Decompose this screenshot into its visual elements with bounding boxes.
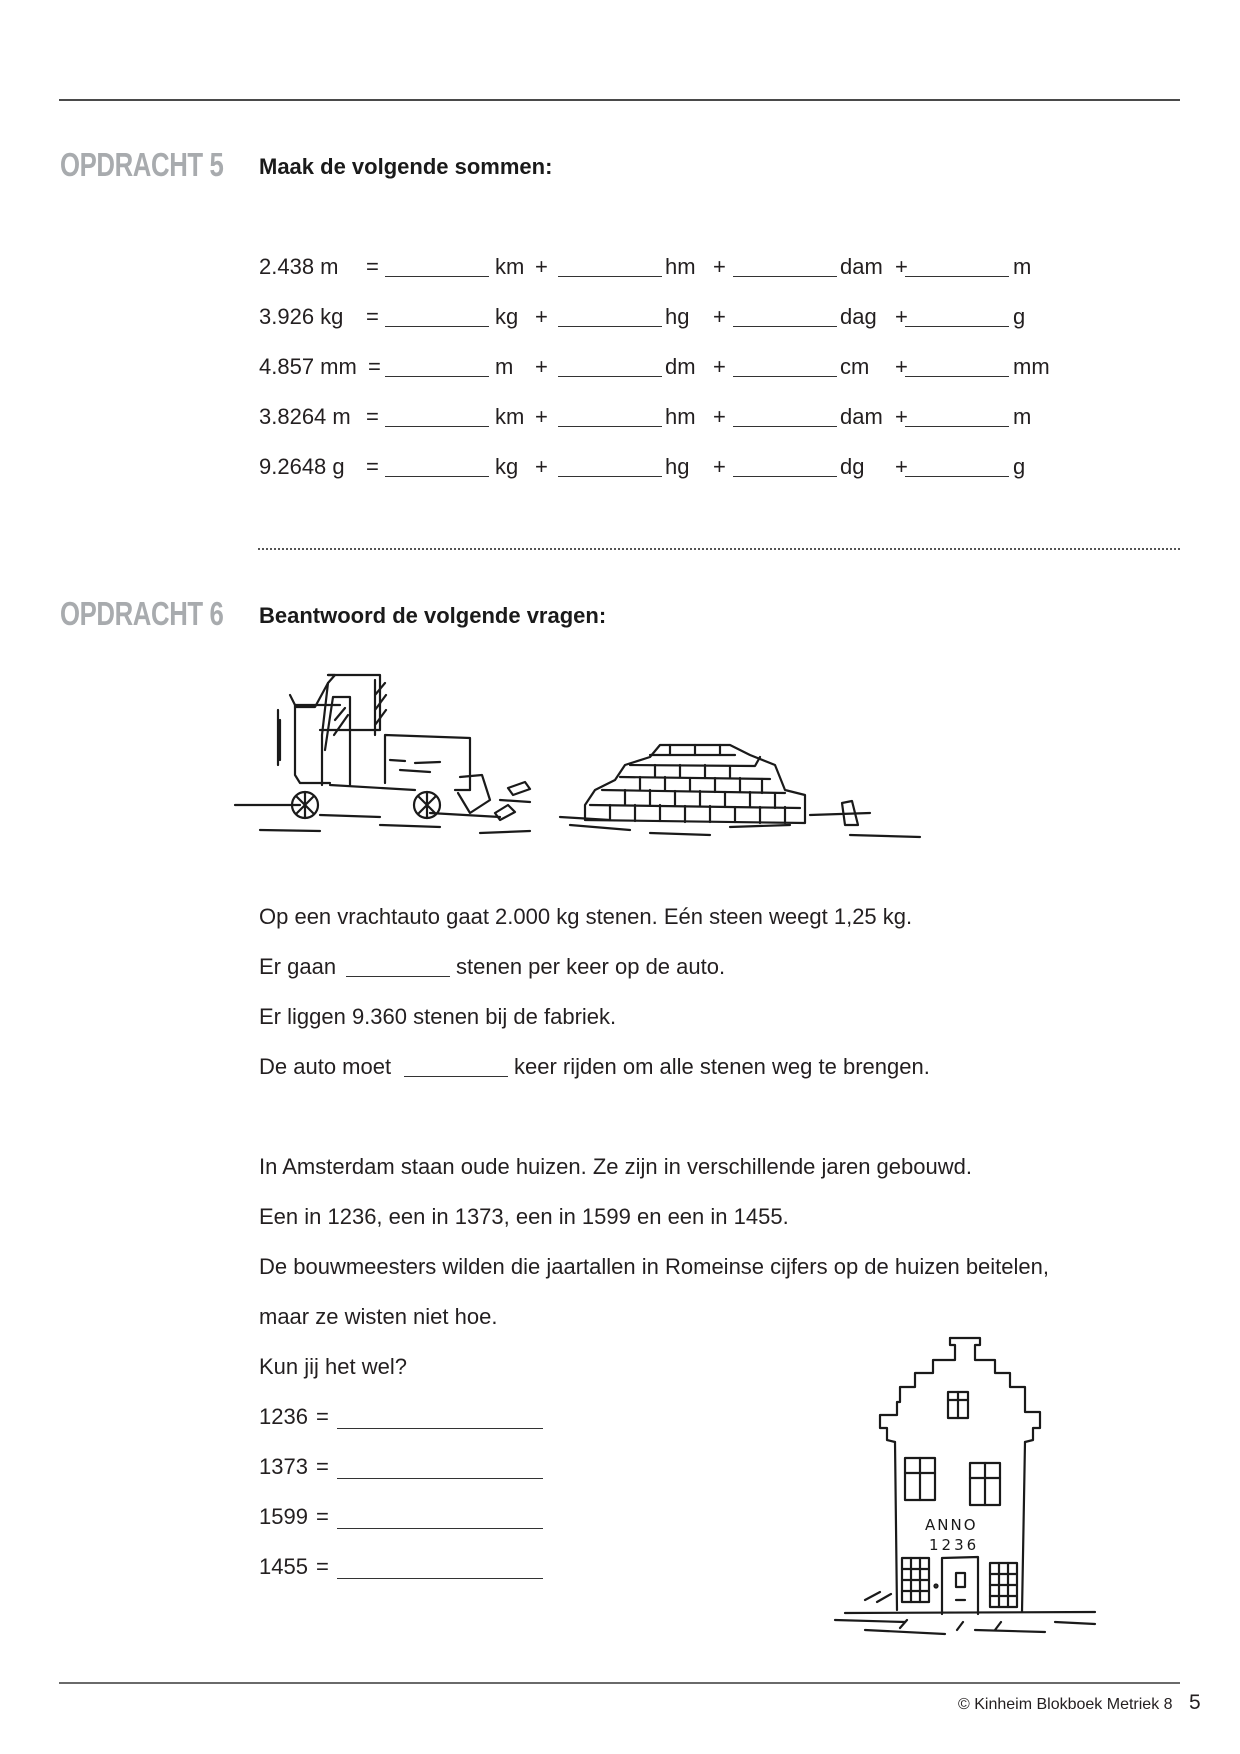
- amsterdam-houses-text: In Amsterdam staan oude huizen. Ze zijn in verschillende jaren gebouwd.: [259, 1154, 972, 1179]
- unit-label: dag: [840, 304, 877, 329]
- stones-per-trip-answer[interactable]: [346, 976, 450, 977]
- plus-sign: +: [713, 254, 726, 279]
- equals-sign: =: [366, 304, 379, 329]
- plus-sign: +: [535, 254, 548, 279]
- sum-given-value: 4.857 mm: [259, 354, 357, 379]
- plus-sign: +: [713, 354, 726, 379]
- sum-given-value: 2.438 m: [259, 254, 339, 279]
- sum-answer-blank[interactable]: [733, 376, 837, 377]
- plus-sign: +: [895, 354, 908, 379]
- plus-sign: +: [535, 354, 548, 379]
- year-label: 1236: [259, 1404, 308, 1429]
- plus-sign: +: [895, 254, 908, 279]
- truck-icon: [235, 675, 610, 833]
- equals-sign: =: [316, 1504, 329, 1529]
- sum-answer-blank[interactable]: [905, 376, 1009, 377]
- unit-label: m: [495, 354, 514, 379]
- sum-answer-blank[interactable]: [385, 476, 489, 477]
- unit-label: g: [1013, 454, 1026, 479]
- plus-sign: +: [535, 304, 548, 329]
- sum-answer-blank[interactable]: [558, 426, 662, 427]
- bottom-rule: [59, 1682, 1180, 1684]
- exercise-6-instruction: Beantwoord de volgende vragen:: [259, 603, 607, 628]
- plus-sign: +: [535, 404, 548, 429]
- copyright-footer: © Kinheim Blokboek Metriek 8: [958, 1696, 1173, 1713]
- plus-sign: +: [535, 454, 548, 479]
- unit-label: hm: [665, 404, 696, 429]
- unit-label: km: [495, 404, 525, 429]
- plus-sign: +: [713, 404, 726, 429]
- factory-stones-text: Er liggen 9.360 stenen bij de fabriek.: [259, 1004, 617, 1029]
- plus-sign: +: [895, 304, 908, 329]
- roman-numeral-answer-blank[interactable]: [337, 1528, 543, 1529]
- exercise-5-label: OPDRACHT 5: [60, 146, 224, 183]
- equals-sign: =: [316, 1454, 329, 1479]
- sum-given-value: 3.8264 m: [259, 404, 351, 429]
- sum-answer-blank[interactable]: [905, 476, 1009, 477]
- unit-label: mm: [1013, 354, 1050, 379]
- plus-sign: +: [713, 304, 726, 329]
- years-text: Een in 1236, een in 1373, een in 1599 en een in 1455.: [259, 1204, 789, 1229]
- truck-problem-text: Op een vrachtauto gaat 2.000 kg stenen. Eén steen weegt 1,25 kg.: [259, 904, 913, 929]
- equals-sign: =: [316, 1404, 329, 1429]
- can-you-text: Kun jij het wel?: [259, 1354, 407, 1379]
- equals-sign: =: [368, 354, 381, 379]
- year-label: 1455: [259, 1554, 308, 1579]
- unit-label: dg: [840, 454, 865, 479]
- unit-label: dam: [840, 404, 883, 429]
- sum-answer-blank[interactable]: [905, 326, 1009, 327]
- roman-numeral-answer-blank[interactable]: [337, 1578, 543, 1579]
- equals-sign: =: [366, 404, 379, 429]
- page-number: 5: [1189, 1691, 1201, 1714]
- year-label: 1373: [259, 1454, 308, 1479]
- sum-answer-blank[interactable]: [385, 426, 489, 427]
- sum-answer-blank[interactable]: [905, 426, 1009, 427]
- sum-answer-blank[interactable]: [733, 326, 837, 327]
- unit-label: cm: [840, 354, 870, 379]
- didnt-know-text: maar ze wisten niet hoe.: [259, 1304, 498, 1329]
- sum-given-value: 9.2648 g: [259, 454, 345, 479]
- brick-pile-icon: [495, 745, 920, 837]
- sum-answer-blank[interactable]: [385, 326, 489, 327]
- stones-per-trip-suffix: stenen per keer op de auto.: [456, 954, 726, 979]
- exercise-6-label: OPDRACHT 6: [60, 595, 224, 632]
- unit-label: dam: [840, 254, 883, 279]
- sum-answer-blank[interactable]: [558, 476, 662, 477]
- unit-label: hg: [665, 304, 690, 329]
- sum-answer-blank[interactable]: [558, 326, 662, 327]
- house-inscription-year: 1236: [929, 1536, 980, 1554]
- roman-numeral-answer-blank[interactable]: [337, 1428, 543, 1429]
- roman-numerals-text: De bouwmeesters wilden die jaartallen in Romeinse cijfers op de huizen beitelen,: [259, 1254, 1049, 1279]
- equals-sign: =: [366, 454, 379, 479]
- unit-label: kg: [495, 454, 519, 479]
- truck-bricks-illustration: [230, 665, 1020, 850]
- sum-given-value: 3.926 kg: [259, 304, 344, 329]
- unit-label: kg: [495, 304, 519, 329]
- plus-sign: +: [713, 454, 726, 479]
- stones-per-trip-label: Er gaan: [259, 954, 337, 979]
- unit-label: hg: [665, 454, 690, 479]
- unit-label: m: [1013, 404, 1032, 429]
- trips-label: De auto moet: [259, 1054, 392, 1079]
- sum-answer-blank[interactable]: [385, 376, 489, 377]
- unit-label: km: [495, 254, 525, 279]
- trips-answer[interactable]: [404, 1076, 508, 1077]
- house-icon: [835, 1338, 1095, 1634]
- roman-numeral-answer-blank[interactable]: [337, 1478, 543, 1479]
- unit-label: hm: [665, 254, 696, 279]
- exercise-5-instruction: Maak de volgende sommen:: [259, 154, 553, 179]
- sum-answer-blank[interactable]: [733, 476, 837, 477]
- sum-answer-blank[interactable]: [385, 276, 489, 277]
- section-divider: [258, 548, 1180, 550]
- canal-house-illustration: [825, 1330, 1105, 1640]
- sum-answer-blank[interactable]: [558, 376, 662, 377]
- year-label: 1599: [259, 1504, 308, 1529]
- unit-label: g: [1013, 304, 1026, 329]
- sum-answer-blank[interactable]: [558, 276, 662, 277]
- unit-label: m: [1013, 254, 1032, 279]
- sum-answer-blank[interactable]: [733, 426, 837, 427]
- unit-label: dm: [665, 354, 696, 379]
- sum-answer-blank[interactable]: [905, 276, 1009, 277]
- plus-sign: +: [895, 454, 908, 479]
- sum-answer-blank[interactable]: [733, 276, 837, 277]
- equals-sign: =: [366, 254, 379, 279]
- equals-sign: =: [316, 1554, 329, 1579]
- plus-sign: +: [895, 404, 908, 429]
- house-inscription-anno: ANNO: [925, 1516, 978, 1534]
- trips-suffix: keer rijden om alle stenen weg te brengen.: [514, 1054, 930, 1079]
- top-rule: [59, 99, 1180, 101]
